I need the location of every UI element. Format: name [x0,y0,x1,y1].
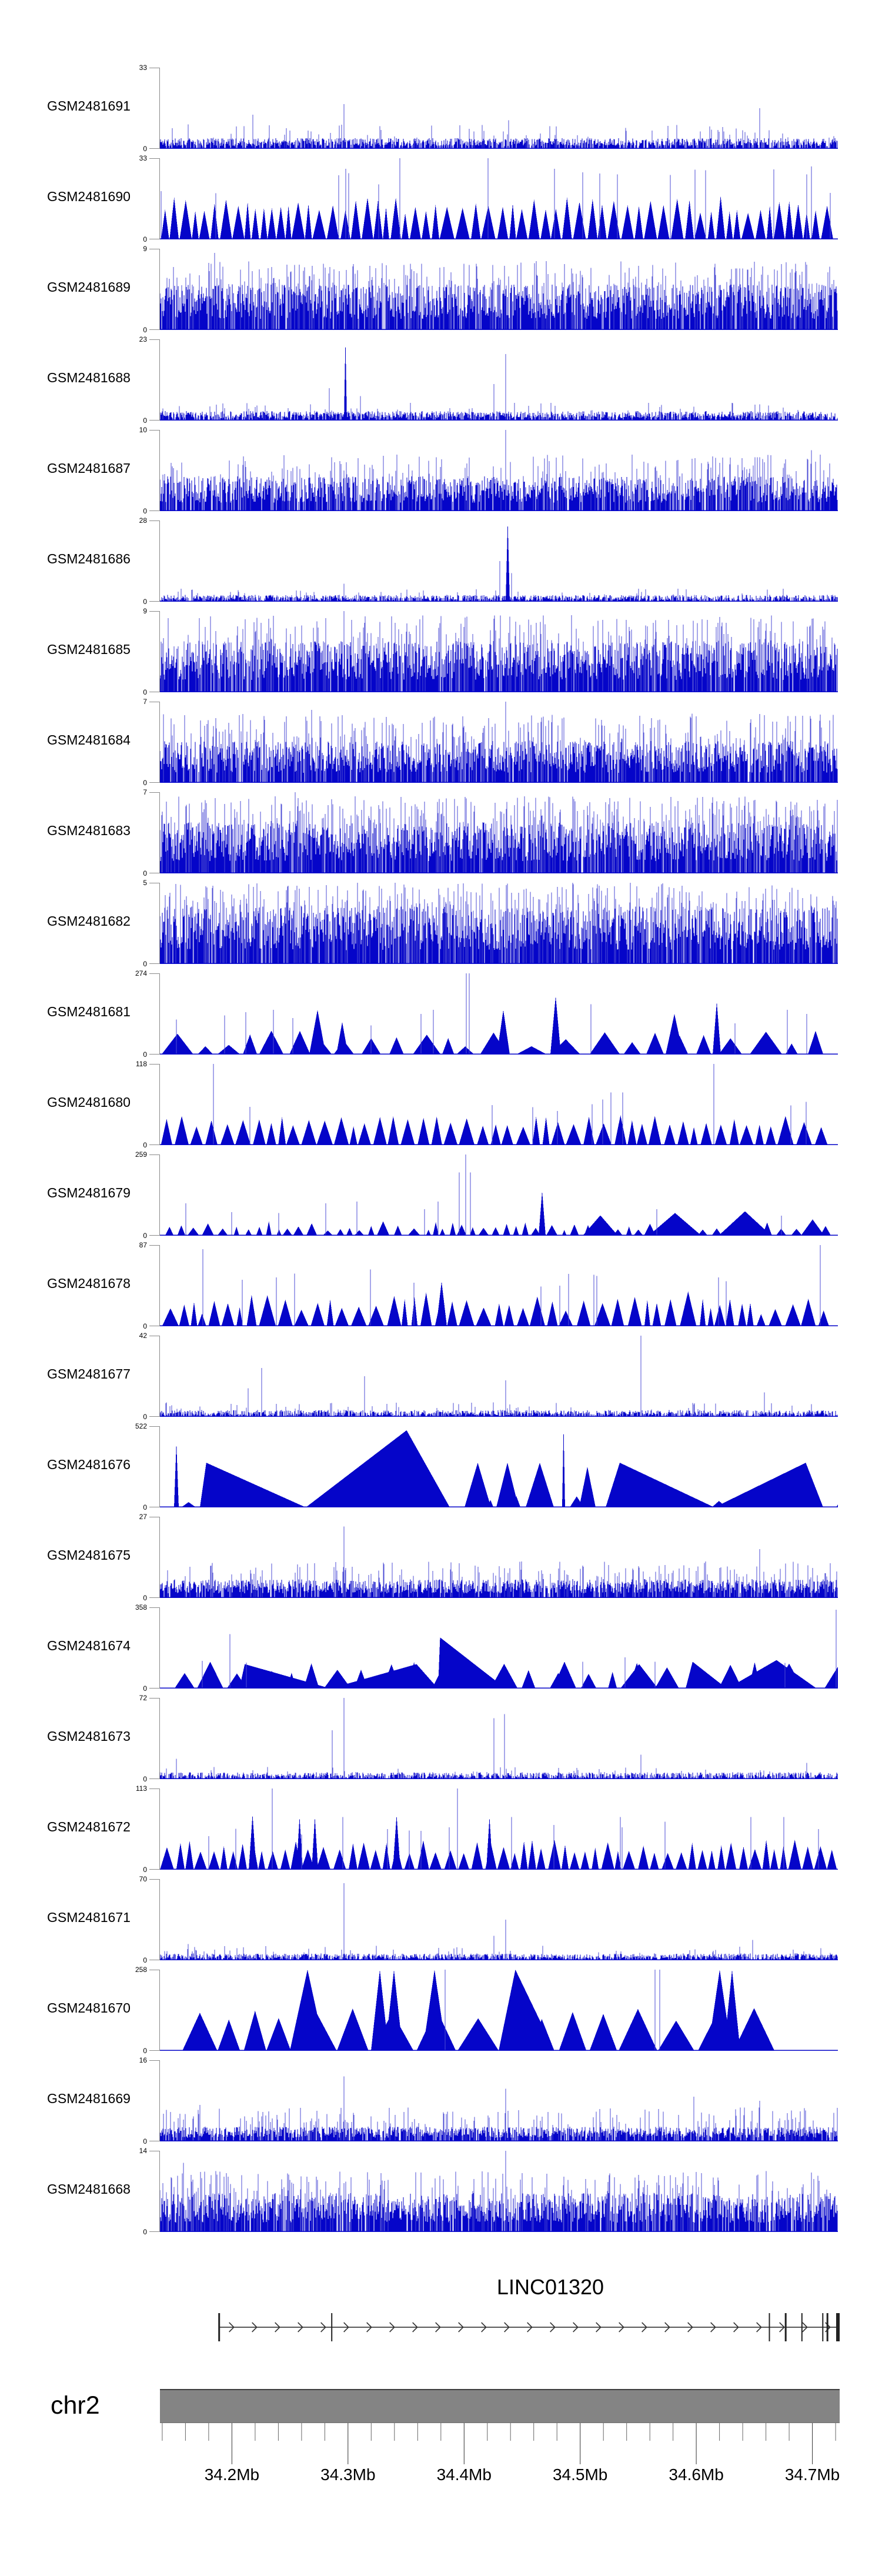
sample-label: GSM2481687 [47,461,131,476]
y-max-label: 522 [135,1422,147,1430]
signal-plot-GSM2481689 [160,249,838,330]
y-max-label: 10 [139,426,147,434]
sample-label: GSM2481674 [47,1638,131,1653]
y-zero-label: 0 [143,1141,147,1149]
coordinate-label: 34.2Mb [204,2465,260,2484]
signal-plot-GSM2481677 [160,1336,838,1417]
y-zero-label: 0 [143,507,147,515]
y-max-label: 258 [135,1966,147,1974]
y-zero-label: 0 [143,2137,147,2145]
sample-label: GSM2481682 [47,913,131,929]
y-zero-label: 0 [143,1503,147,1511]
y-max-label: 72 [139,1694,147,1702]
signal-plot-GSM2481670 [160,1970,838,2051]
sample-label: GSM2481675 [47,1547,131,1563]
signal-plot-GSM2481691 [160,68,838,149]
y-axis-tick-top [149,792,159,793]
y-max-label: 113 [135,1784,147,1793]
coordinate-label: 34.4Mb [436,2465,492,2484]
y-max-label: 70 [139,1875,147,1883]
y-axis-tick-top [149,1698,159,1699]
y-axis-tick-top [149,1245,159,1246]
coordinate-label: 34.5Mb [552,2465,608,2484]
y-axis-tick-bottom [149,1869,159,1870]
y-axis-tick-bottom [149,1416,159,1417]
sample-label: GSM2481689 [47,279,131,295]
signal-plot-GSM2481671 [160,1879,838,1960]
signal-plot-GSM2481676 [160,1426,838,1507]
sample-label: GSM2481688 [47,370,131,385]
y-zero-label: 0 [143,1050,147,1059]
y-axis-tick-top [149,1154,159,1155]
sample-label: GSM2481679 [47,1185,131,1200]
coordinate-label: 34.6Mb [669,2465,724,2484]
chromosome-ideogram [160,2389,840,2423]
y-axis-tick-bottom [149,1597,159,1598]
signal-plot-GSM2481685 [160,611,838,692]
sample-label: GSM2481673 [47,1729,131,1744]
y-max-label: 5 [143,879,147,887]
y-max-label: 9 [143,245,147,253]
y-axis-tick-bottom [149,601,159,602]
y-max-label: 42 [139,1332,147,1340]
signal-plot-GSM2481674 [160,1607,838,1689]
y-max-label: 7 [143,698,147,706]
coordinate-label: 34.7Mb [784,2465,840,2484]
y-max-label: 7 [143,788,147,796]
y-zero-label: 0 [143,1232,147,1240]
y-zero-label: 0 [143,145,147,153]
y-zero-label: 0 [143,1322,147,1330]
y-max-label: 87 [139,1241,147,1249]
sample-label: GSM2481678 [47,1276,131,1291]
y-axis-tick-bottom [149,1054,159,1055]
y-max-label: 23 [139,335,147,343]
y-zero-label: 0 [143,1956,147,1964]
sample-label: GSM2481669 [47,2091,131,2106]
signal-plot-GSM2481673 [160,1698,838,1779]
sample-label: GSM2481668 [47,2181,131,2197]
y-axis-tick-bottom [149,510,159,511]
sample-label: GSM2481683 [47,823,131,838]
y-axis-tick-bottom [149,1688,159,1689]
y-max-label: 27 [139,1513,147,1521]
sample-label: GSM2481670 [47,2000,131,2016]
y-zero-label: 0 [143,1866,147,1874]
signal-plot-GSM2481681 [160,973,838,1055]
y-max-label: 9 [143,607,147,615]
y-zero-label: 0 [143,779,147,787]
y-max-label: 33 [139,154,147,162]
y-max-label: 118 [135,1060,147,1068]
y-axis-tick-top [149,973,159,974]
y-axis-tick-bottom [149,420,159,421]
y-zero-label: 0 [143,1684,147,1693]
y-zero-label: 0 [143,598,147,606]
y-axis-tick-bottom [149,2231,159,2232]
y-zero-label: 0 [143,2228,147,2236]
signal-plot-GSM2481679 [160,1154,838,1236]
y-zero-label: 0 [143,416,147,425]
y-zero-label: 0 [143,235,147,243]
y-max-label: 16 [139,2056,147,2064]
y-max-label: 274 [135,969,147,977]
y-zero-label: 0 [143,1413,147,1421]
y-zero-label: 0 [143,1775,147,1783]
signal-plot-GSM2481690 [160,158,838,239]
signal-plot-GSM2481684 [160,702,838,783]
y-axis-tick-top [149,2060,159,2061]
y-zero-label: 0 [143,688,147,696]
y-axis-tick-top [149,520,159,521]
sample-label: GSM2481671 [47,1910,131,1925]
y-zero-label: 0 [143,960,147,968]
y-axis-tick-bottom [149,2050,159,2051]
signal-plot-GSM2481669 [160,2060,838,2141]
sample-label: GSM2481672 [47,1819,131,1834]
signal-plot-GSM2481680 [160,1064,838,1145]
y-zero-label: 0 [143,869,147,877]
y-axis-tick-top [149,611,159,612]
y-axis-tick-bottom [149,148,159,149]
signal-plot-GSM2481687 [160,430,838,511]
y-axis-tick-top [149,1879,159,1880]
sample-label: GSM2481676 [47,1457,131,1472]
y-max-label: 14 [139,2147,147,2155]
sample-label: GSM2481681 [47,1004,131,1019]
y-axis-tick-bottom [149,1144,159,1145]
coordinate-ruler [0,2423,882,2467]
y-axis-tick-top [149,430,159,431]
y-axis-tick-bottom [149,782,159,783]
sample-label: GSM2481680 [47,1095,131,1110]
y-max-label: 259 [135,1150,147,1159]
y-axis-tick-top [149,1426,159,1427]
y-max-label: 33 [139,64,147,72]
y-axis-tick-top [149,158,159,159]
signal-plot-GSM2481668 [160,2151,838,2232]
signal-plot-GSM2481688 [160,339,838,421]
y-max-label: 358 [135,1603,147,1611]
signal-plot-GSM2481672 [160,1788,838,1870]
sample-label: GSM2481691 [47,98,131,114]
y-axis-tick-top [149,339,159,340]
sample-label: GSM2481685 [47,642,131,657]
sample-label: GSM2481684 [47,732,131,748]
signal-plot-GSM2481675 [160,1517,838,1598]
y-axis-tick-bottom [149,1778,159,1779]
signal-plot-GSM2481678 [160,1245,838,1326]
gene-model [0,2308,882,2346]
sample-label: GSM2481690 [47,189,131,204]
y-axis-tick-top [149,1607,159,1608]
coordinate-label: 34.3Mb [320,2465,376,2484]
chromosome-label: chr2 [51,2391,100,2420]
y-axis-tick-bottom [149,963,159,964]
gene-name-label: LINC01320 [496,2275,604,2299]
sample-label: GSM2481686 [47,551,131,566]
y-axis-tick-bottom [149,329,159,330]
signal-plot-GSM2481686 [160,520,838,602]
y-zero-label: 0 [143,2047,147,2055]
signal-plot-GSM2481682 [160,883,838,964]
y-zero-label: 0 [143,326,147,334]
signal-plot-GSM2481683 [160,792,838,873]
y-axis-tick-top [149,1788,159,1789]
y-axis-tick-bottom [149,1235,159,1236]
y-zero-label: 0 [143,1594,147,1602]
y-max-label: 28 [139,516,147,525]
sample-label: GSM2481677 [47,1366,131,1382]
y-axis-tick-top [149,1064,159,1065]
